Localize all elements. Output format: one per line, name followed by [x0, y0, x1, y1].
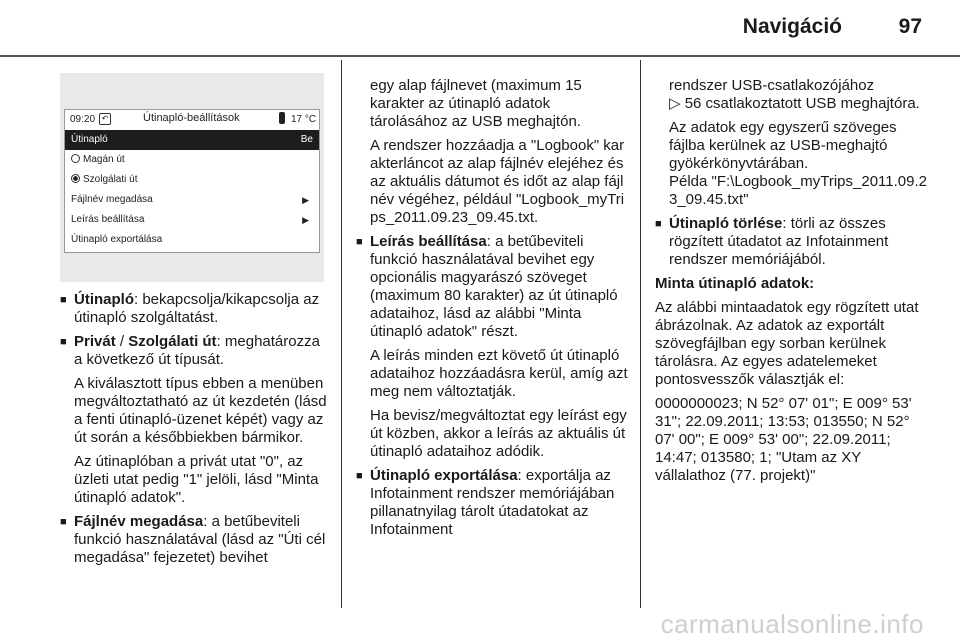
- menu-item-value: Be: [300, 134, 313, 145]
- paragraph: A kiválasztott típus ebben a menüben megváltoztatható az út kezdetén (lásd a fenti útinapló-üzenet képét) vagy az út során a későbbiekben bármikor.: [74, 375, 327, 446]
- menu-item-label: Fájlnév megadása: [71, 194, 153, 205]
- page-header: [0, 0, 960, 46]
- infotainment-screen: [64, 109, 320, 253]
- paragraph: egy alap fájlnevet (maximum 15 karakter az útinapló adatok tárolásához az USB meghajtón.: [370, 77, 582, 130]
- radio-icon: [71, 154, 80, 163]
- menu-item-label: Útinapló: [71, 134, 108, 145]
- menu-item[interactable]: [65, 170, 319, 190]
- paragraph: Példa "F:\Logbook_myTrips_2011.09.23_09.45.txt": [669, 173, 927, 208]
- radio-icon: [71, 174, 80, 183]
- menu-item-label: Szolgálati út: [71, 170, 137, 190]
- screen-status-bar: [65, 110, 319, 128]
- column-divider: [640, 60, 641, 608]
- menu-item[interactable]: [65, 150, 319, 170]
- paragraph: Az alábbi mintaadatok egy rögzített utat ábrázolnak. Az adatok az exportált szövegfájlban egy sorban kerülnek tárolásra. Az egyes adatelemeket pontosvesszők választják el:: [655, 299, 919, 388]
- column-divider: [341, 60, 342, 608]
- menu-item[interactable]: [65, 230, 319, 250]
- paragraph: Az adatok egy egyszerű szöveges fájlba kerülnek az USB-meghajtó gyökérkönyvtárában.: [669, 119, 897, 172]
- sample-data: 0000000023; N 52° 07' 01"; E 009° 53' 31"; 22.09.2011; 13:53; 013550; N 52° 07' 00"; E 009° 53' 00"; 22.09.2011; 14:47; 013580; 1; "Utam az XY vállalathoz (77. projekt)": [655, 395, 912, 484]
- menu-item[interactable]: [65, 130, 319, 150]
- menu-item-label: Leírás beállítása: [71, 214, 145, 225]
- temperature: 17 °C: [291, 114, 317, 125]
- menu-item-label: Magán út: [71, 150, 125, 170]
- column-2: egy alap fájlnevet (maximum 15 karakter az útinapló adatok tárolásához az USB meghajtón. A rendszer hozzáadja a "Logbook" karakterláncot az alap fájlnév elejéhez és az aktuális dátumot és időt az alap fájlnév végéhez, például "Logbook_myTrips_2011.09.23_09.45.txt. ■ Leírás beállítása: a betűbeviteli funkció használatával bevihet egy opcionális magyarászó szöveget (maximum 80 karakter) az út útinapló adataihoz, lásd az alábbi "Minta útinapló adatok" részt. A leírás minden ezt követő út útinapló adataihoz hozzáadásra kerül, amíg azt meg nem változtatják. Ha bevisz/megváltoztat egy leírást egy út közben, akkor a leírás az aktuális út útinapló adataihoz adódik. ■ Útinapló exportálása: exportálja az Infotainment rendszer memóriájában pillanatnyilag tárolt útadatokat az Infotainment: [356, 77, 628, 539]
- section-heading: Minta útinapló adatok:: [655, 275, 815, 292]
- section-title: Navigáció: [742, 15, 842, 38]
- paragraph: Az útinaplóban a privát utat "0", az üzleti utat pedig "1" jelöli, lásd "Minta útinapló adatok".: [74, 453, 319, 506]
- paragraph: A leírás minden ezt követő út útinapló adataihoz hozzáadásra kerül, amíg azt meg nem változtatják.: [370, 347, 628, 400]
- column-3: rendszer USB-csatlakozójához ▷ 56 csatlakoztatott USB meghajtóra. Az adatok egy egyszerű szöveges fájlba kerülnek az USB-meghajtó gyökérkönyvtárában. Példa "F:\Logbook_myTrips_2011.09.23_09.45.txt" ■ Útinapló törlése: törli az összes rögzített útadatot az Infotainment rendszer memóriájából. Minta útinapló adatok: Az alábbi mintaadatok egy rögzített utat ábrázolnak. Az adatok az exportált szövegfájlban egy sorban kerülnek tárolásra. Az egyes adatelemeket pontosvesszők választják el: 0000000023; N 52° 07' 01"; E 009° 53' 31"; 22.09.2011; 13:53; 013550; N 52° 07' 00"; E 009° 53' 00"; 22.09.2011; 14:47; 013580; 1; "Utam az XY vállalathoz (77. projekt)": [655, 77, 927, 485]
- back-icon: ↶: [99, 113, 111, 125]
- paragraph: Ha bevisz/megváltoztat egy leírást egy út közben, akkor a leírás az aktuális út útinapló adataihoz adódik.: [370, 407, 627, 460]
- screen-title: Útinapló-beállítások: [143, 112, 240, 124]
- clock: 09:20: [70, 114, 96, 125]
- term: Útinapló: [74, 291, 134, 308]
- thermometer-icon: [279, 112, 285, 124]
- ref-arrow-icon: ▷: [669, 95, 685, 112]
- page-number: 97: [898, 15, 922, 38]
- chevron-right-icon: ▶: [302, 195, 309, 205]
- menu-item[interactable]: [65, 210, 319, 230]
- menu-item[interactable]: [65, 190, 319, 210]
- screen-figure: [60, 73, 324, 282]
- chevron-right-icon: ▶: [302, 215, 309, 225]
- column-1: ■ Útinapló: bekapcsolja/kikapcsolja az útinapló szolgáltatást. ■ Privát / Szolgálati út: meghatározza a következő út típusát. A kiválasztott típus ebben a menüben megváltoztatható az út kezdetén (lásd a fenti útinapló-üzenet képét) vagy az út során a későbbiekben bármikor. Az útinaplóban a privát utat "0", az üzleti utat pedig "1" jelöli, lásd "Minta útinapló adatok". ■ Fájlnév megadása: a betűbeviteli funkció használatával (lásd az "Úti cél megadása" fejezetet) bevihet: [60, 291, 332, 567]
- menu-item-label: Útinapló exportálása: [71, 234, 163, 245]
- header-rule: [0, 55, 960, 57]
- paragraph: A rendszer hozzáadja a "Logbook" karakterláncot az alap fájlnév elejéhez és az aktuális dátumot és időt az alap fájlnév végéhez, például "Logbook_myTrips_2011.09.23_09.45.txt.: [370, 137, 625, 226]
- footer-watermark: carmanualsonline.info: [660, 609, 924, 639]
